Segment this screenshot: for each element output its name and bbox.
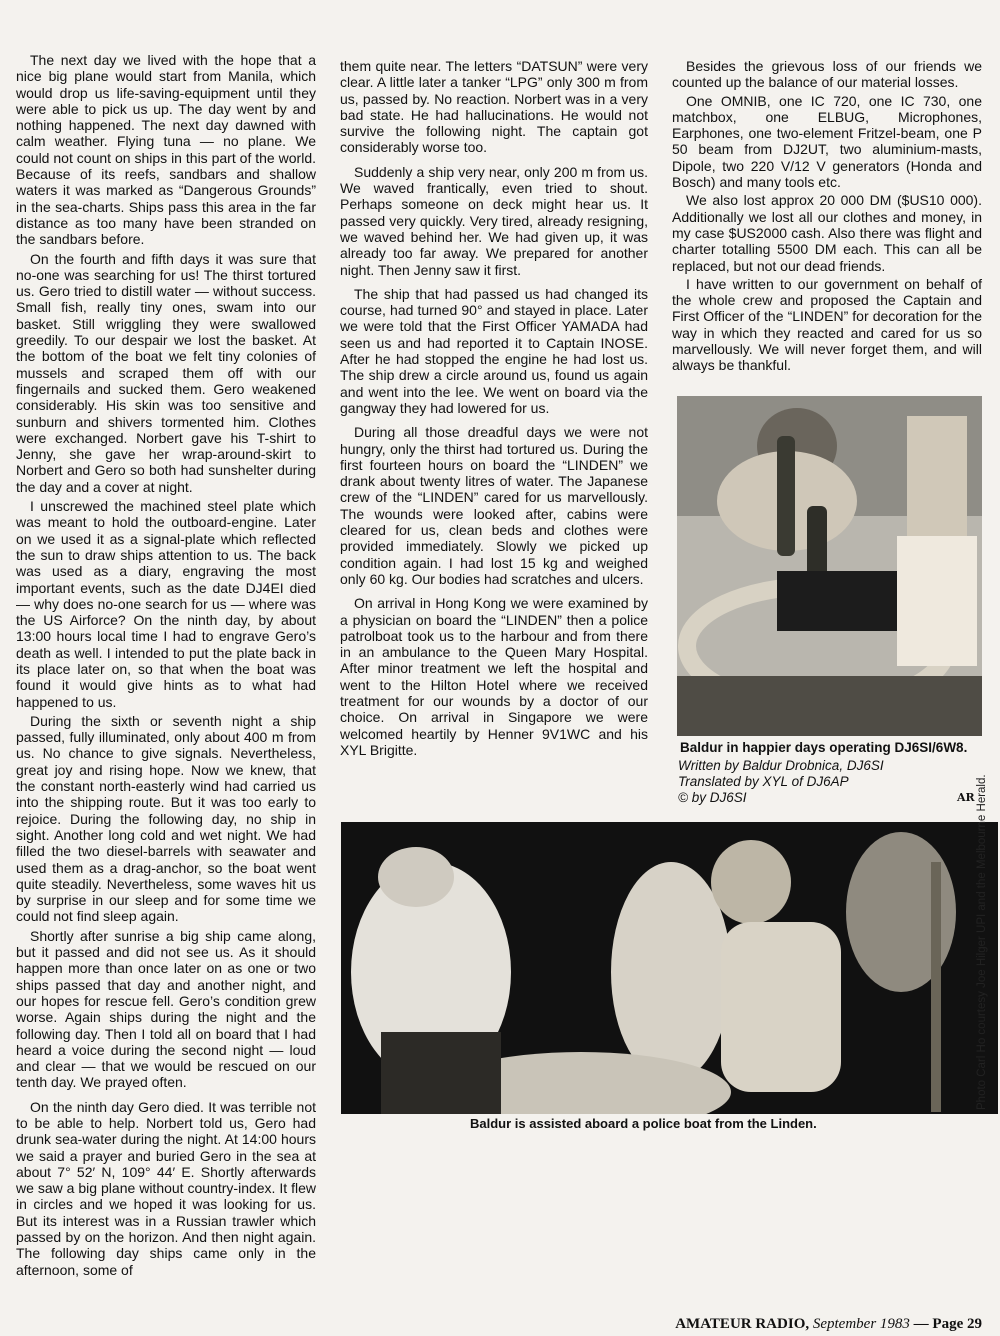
credit-translator: Translated by XYL of DJ6AP bbox=[678, 774, 849, 789]
photo-caption: Baldur is assisted aboard a police boat from the Linden. bbox=[470, 1116, 817, 1131]
page-number: — Page 29 bbox=[913, 1316, 982, 1332]
article-credits bbox=[678, 758, 978, 806]
photo-caption: Baldur in happier days operating DJ6SI/6W8. bbox=[680, 740, 968, 755]
paragraph: Suddenly a ship very near, only 200 m from us. We waved frantically, even tried to shout. Perhaps someone on deck might hear us. It passed very quickly. Very tired, already resigning, we waved behind her. We had given up, it was already too far away. We prepared for another night. Then Jenny saw it first. bbox=[340, 163, 648, 278]
article-column-2 bbox=[340, 58, 648, 766]
paragraph: I have written to our government on behalf of the whole crew and proposed the Captain and First Officer of the “LINDEN” for decoration for the way in which they reacted and cared for us so marvellously. We will never forget them, and will always be thankful. bbox=[672, 275, 982, 374]
paragraph: On arrival in Hong Kong we were examined by a physician on board the “LINDEN” then a police patrolboat took us to the harbour and from there in an ambulance to the Queen Mary Hospital. After minor treatment we left the hospital and went to the Hilton Hotel where we received treatment for our wounds by a doctor of our choice. On arrival in Singapore we were welcomed heartily by Henner 9V1WC and his XYL Brigitte. bbox=[340, 595, 648, 758]
credit-author: Written by Baldur Drobnica, DJ6SI bbox=[678, 758, 884, 773]
article-column-1 bbox=[16, 52, 316, 1281]
credit-copyright: © by DJ6SI bbox=[678, 790, 747, 805]
paragraph: On the fourth and fifth days it was sure that no-one was searching for us! The thirst tortured us. Gero tried to distill water — without success. Small fish, really tiny ones, swam into our basket. Still wriggling they were swallowed greedily. To our despair we lost the basket. At the bottom of the boat we felt tiny colonies of mussels and scraped them off with our fingernails and sucked them. Gero weakened considerably. His skin was too sensitive and sunburn and shivers tormented him. Clothes were exchanged. Norbert gave his T-shirt to Jenny, she gave her wrap-around-skirt to Norbert and Gero so both had sunshelter during the day and a cover at night. bbox=[16, 250, 316, 495]
paragraph: Besides the grievous loss of our friends we counted up the balance of our material losses. bbox=[672, 58, 982, 91]
paragraph: One OMNIB, one IC 720, one IC 730, one matchbox, one ELBUG, Microphones, Earphones, one two-element Fritzel-beam, one P 50 beam from DJ2UT, two aluminium-masts, Dipole, two 220 V/12 V generators (Honda and Bosch) and many tools etc. bbox=[672, 92, 982, 191]
radio-operator-illustration bbox=[677, 396, 982, 736]
radio-operator-photo bbox=[677, 396, 982, 736]
magazine-name: AMATEUR RADIO, bbox=[675, 1316, 810, 1332]
issue-date: September 1983 bbox=[812, 1316, 910, 1332]
paragraph: During all those dreadful days we were not hungry, only the thirst had tortured us. During the first fourteen hours on board the “LINDEN” we drank about twenty litres of water. The Japanese crew of the “LINDEN” cared for us marvellously. The wounds were looked after, cabins were cleared for us, clean beds and clothes were provided immediately. Slowly we picked up condition again. I had lost 15 kg and weighed only 60 kg. Our bodies had scratches and ulcers. bbox=[340, 424, 648, 587]
paragraph: them quite near. The letters “DATSUN” were very clear. A little later a tanker “LPG” only 300 m from us, passed by. No reaction. Norbert was in a very bad state. He had hallucinations. He would not survive the following night. The captain got considerably worse too. bbox=[340, 58, 648, 156]
paragraph: During the sixth or seventh night a ship passed, fully illuminated, only about 400 m from us. No chance to give signals. Nevertheless, great joy and rising hope. Now we knew, that the constant north-easterly wind had carried us into the shipping route. But it was too early to rejoice. During the following day, no ship in sight. Another long cold and wet night. We had filled the two diesel-barrels with seawater and used them as a drag-anchor, so the boat went quite steadily. Nevertheless, some waves hit us by surprise in our sleep and for some time we could not find sleep again. bbox=[16, 712, 316, 925]
paragraph: Shortly after sunrise a big ship came along, but it passed and did not see us. As it should happen more than once later on as one or two ships passed that day and another night, and our hopes for rescue fell. Gero’s condition grew worse. Again ships during the night and the following day. Then I told all on board that I had heard a voice during the second night — loud and clear — that we would be rescued on our tenth day. We prayed often. bbox=[16, 927, 316, 1091]
page-footer bbox=[672, 1316, 982, 1333]
paragraph: I unscrewed the machined steel plate which was meant to hold the outboard-engine. Later on we used it as a signal-plate which reflected the sun to draw ships attention to us. The back was used as a diary, engraving the most important events, such as the date DJ4EI died — why does no-one search for us — where was the US Airforce? On the ninth day, by about 13:00 hours local time I had to engrave Gero’s death as well. I intended to put the plate back in its place later on, so that when the boat was found it would give hints as to what had happened to us. bbox=[16, 498, 316, 710]
paragraph: We also lost approx 20 000 DM ($US10 000). Additionally we lost all our clothes and money, in my case $US2000 cash. Also there was flight and charter totalling 5500 DM each. This can all be replaced, but not our dead friends. bbox=[672, 192, 982, 274]
end-mark: AR bbox=[957, 791, 975, 804]
paragraph: On the ninth day Gero died. It was terrible not to be able to help. Norbert told us, Gero had drunk sea-water during the night. At 14:00 hours we said a prayer and buried Gero in the sea at about 7° 52′ N, 109° 44′ E. Shortly afterwards we saw a big plane without country-index. It flew in circles and we hoped it was looking for us. But its interest was in a Russian trawler which passed by on the horizon. And then night again. The following day ships came only in the afternoon, some of bbox=[16, 1098, 316, 1278]
article-column-3 bbox=[672, 58, 982, 382]
photo-credit: Photo Carl Ho courtesy Joe Hilger UPI and the Melbourne Herald. bbox=[976, 774, 988, 1110]
paragraph: The ship that had passed us had changed its course, had turned 90° and stayed in place. Later we were told that the First Officer YAMADA had seen us and had reported it to Captain INOSE. After he had stopped the engine he had lost us. The ship drew a circle around us, found us again and went into the lee. We went on board via the gangway they had lowered for us. bbox=[340, 285, 648, 416]
paragraph: The next day we lived with the hope that a nice big plane would start from Manila, which would drop us life-saving-equipment until they were able to pick us up. The day went by and nothing happened. The next day dawned with calm weather. Flying tuna — no plane. We could not count on ships in this part of the world. Because of its reefs, sandbars and shallow waters it was marked as “Dangerous Grounds” in the sea-charts. Ships pass this area in the far distance as too many have been stranded on the sandbars before. bbox=[16, 52, 316, 248]
